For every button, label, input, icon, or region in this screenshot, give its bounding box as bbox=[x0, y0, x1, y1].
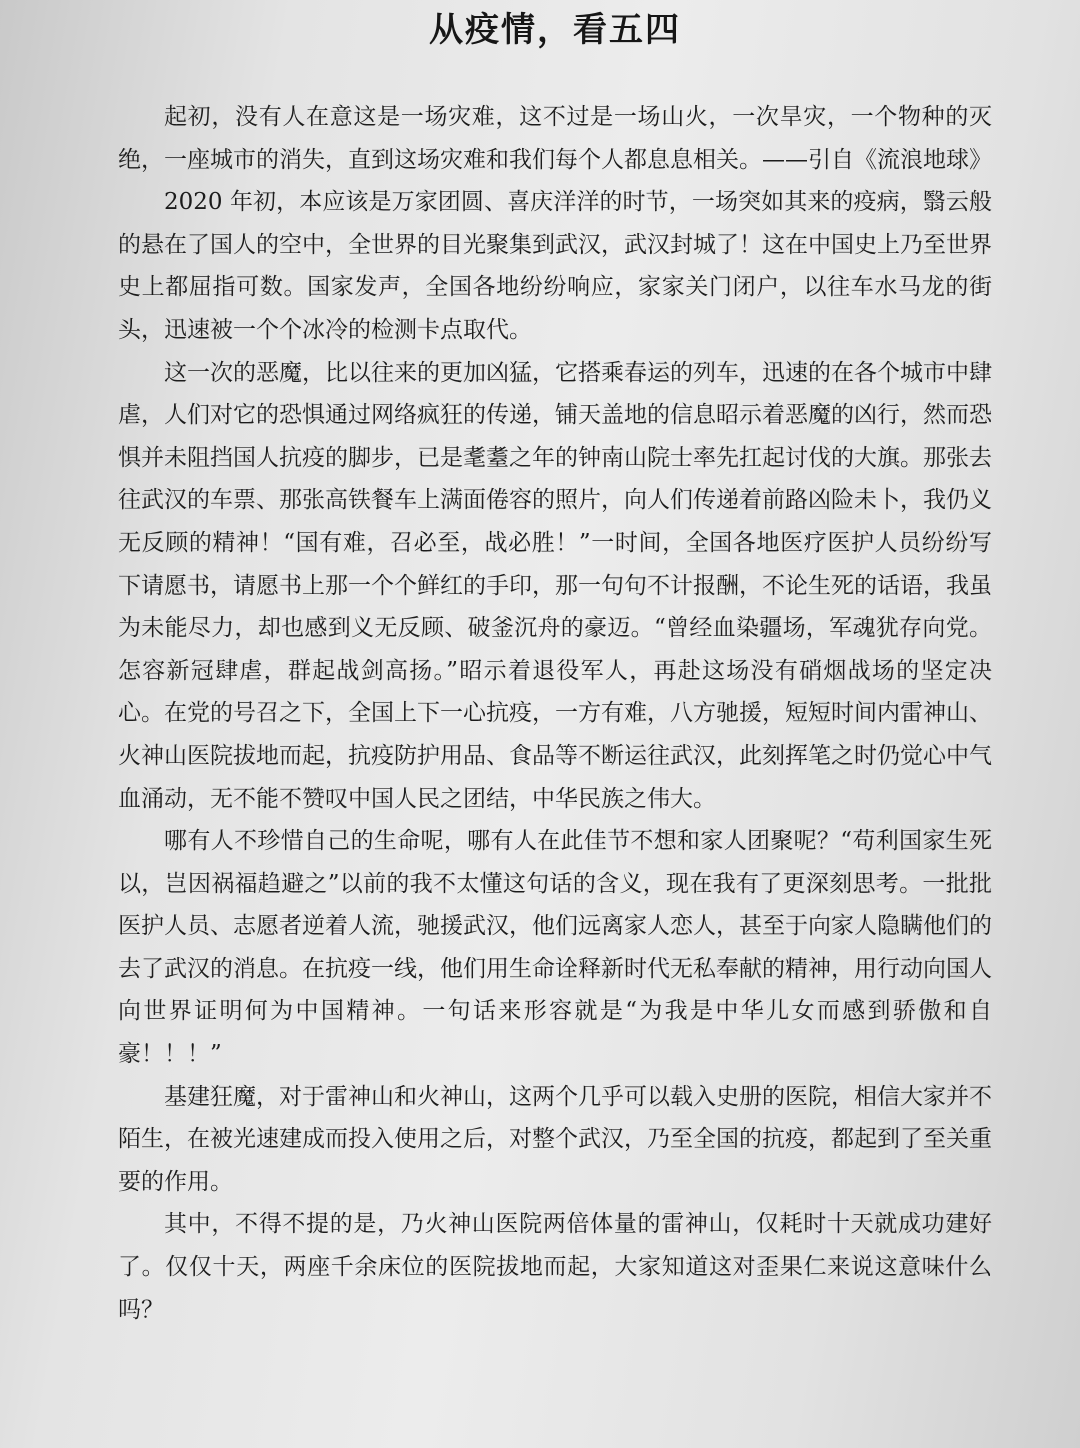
document-page bbox=[0, 8, 1080, 1448]
paragraph: 2020 年初，本应该是万家团圆、喜庆洋洋的时节，一场突如其来的疫病，翳云般的悬在了国人的空中，全世界的目光聚集到武汉，武汉封城了！这在中国史上乃至世界史上都屈指可数。国家发声，全国各地纷纷响应，家家关门闭户，以往车水马龙的街头，迅速被一个个冰冷的检测卡点取代。 bbox=[118, 189, 992, 343]
document-title: 从疫情，看五四 bbox=[429, 10, 681, 50]
paragraph: 哪有人不珍惜自己的生命呢，哪有人在此佳节不想和家人团聚呢？“苟利国家生死以，岂因祸福趋避之”以前的我不太懂这句话的含义，现在我有了更深刻思考。一批批医护人员、志愿者逆着人流，驰援武汉，他们远离家人恋人，甚至于向家人隐瞒他们的去了武汉的消息。在抗疫一线，他们用生命诠释新时代无私奉献的精神，用行动向国人向世界证明何为中国精神。一句话来形容就是“为我是中华儿女而感到骄傲和自豪！！！” bbox=[118, 828, 992, 1068]
paragraph: 这一次的恶魔，比以往来的更加凶猛，它搭乘春运的列车，迅速的在各个城市中肆虐，人们对它的恐惧通过网络疯狂的传递，铺天盖地的信息昭示着恶魔的凶行，然而恐惧并未阻挡国人抗疫的脚步，已是耄耋之年的钟南山院士率先扛起讨伐的大旗。那张去往武汉的车票、那张高铁餐车上满面倦容的照片，向人们传递着前路凶险未卜，我仍义无反顾的精神！“国有难，召必至，战必胜！”一时间，全国各地医疗医护人员纷纷写下请愿书，请愿书上那一个个鲜红的手印，那一句句不计报酬，不论生死的话语，我虽为未能尽力，却也感到义无反顾、破釜沉舟的豪迈。“曾经血染疆场，军魂犹存向党。怎容新冠肆虐，群起战剑高扬。”昭示着退役军人，再赴这场没有硝烟战场的坚定决心。在党的号召之下，全国上下一心抗疫，一方有难，八方驰援，短短时间内雷神山、火神山医院拔地而起，抗疫防护用品、食品等不断运往武汉，此刻挥笔之时仍觉心中气血涌动，无不能不赞叹中国人民之团结，中华民族之伟大。 bbox=[118, 359, 992, 812]
paragraph: 其中，不得不提的是，乃火神山医院两倍体量的雷神山，仅耗时十天就成功建好了。仅仅十天，两座千余床位的医院拔地而起，大家知道这对歪果仁来说这意味什么吗？ bbox=[118, 1211, 992, 1323]
document-body bbox=[118, 96, 992, 1331]
paragraph: 起初，没有人在意这是一场灾难，这不过是一场山火，一次旱灾，一个物种的灭绝，一座城市的消失，直到这场灾难和我们每个人都息息相关。——引自《流浪地球》 bbox=[118, 104, 992, 173]
paragraph: 基建狂魔，对于雷神山和火神山，这两个几乎可以载入史册的医院，相信大家并不陌生，在被光速建成而投入使用之后，对整个武汉，乃至全国的抗疫，都起到了至关重要的作用。 bbox=[118, 1083, 992, 1195]
